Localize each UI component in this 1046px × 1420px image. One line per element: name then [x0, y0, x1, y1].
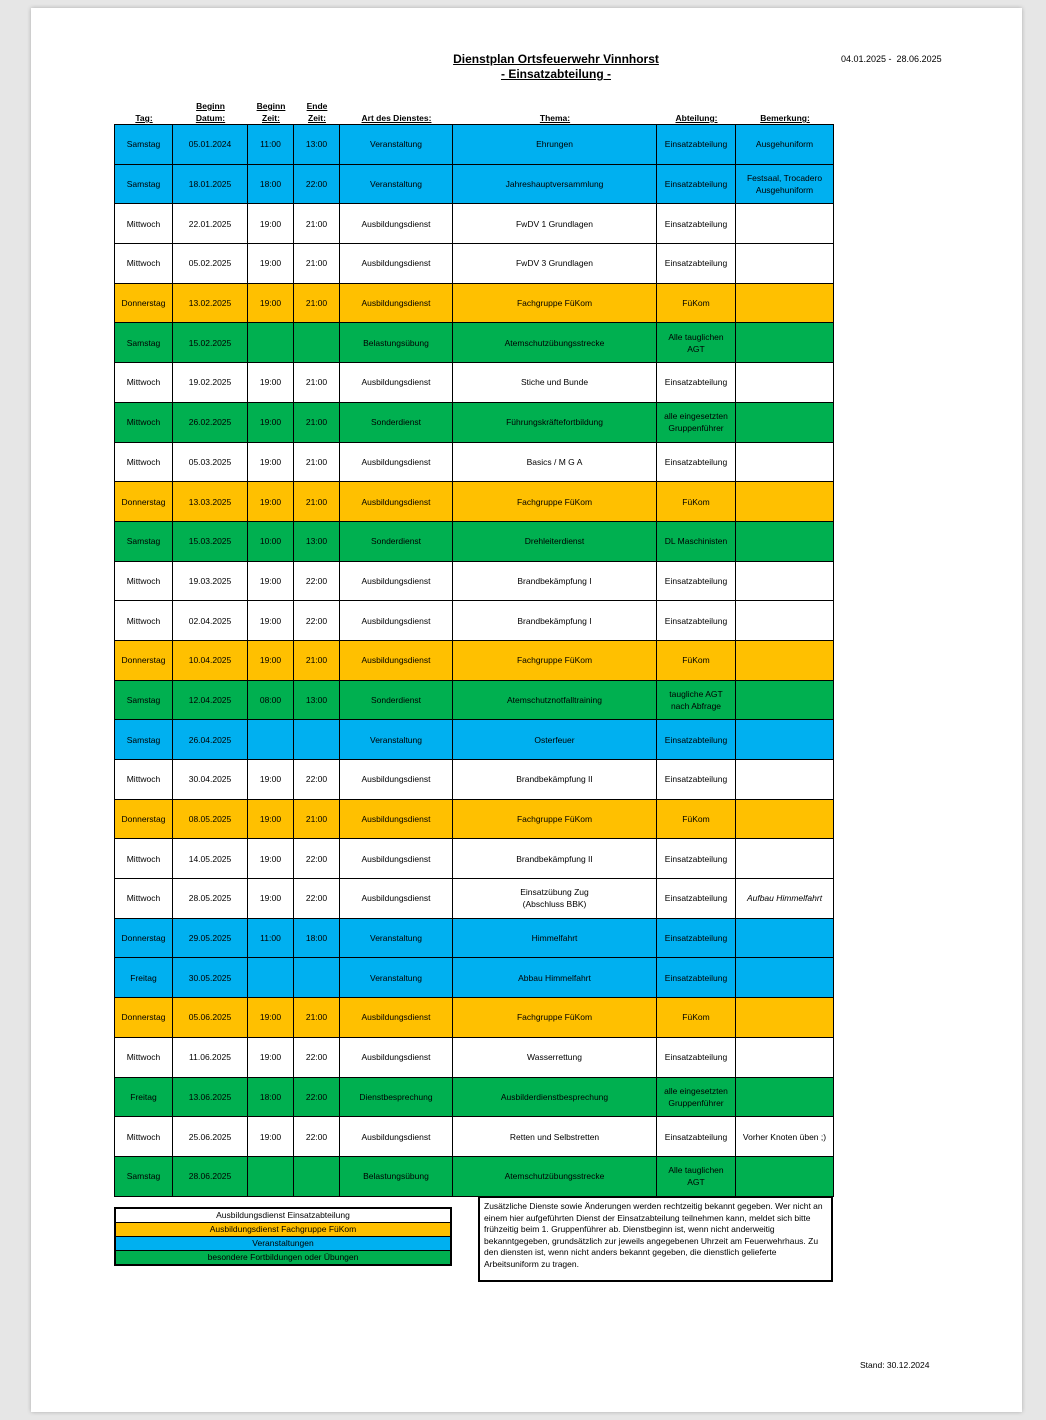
cell-beginn: 19:00 [248, 283, 294, 323]
cell-datum: 19.02.2025 [173, 363, 248, 403]
cell-ende: 21:00 [294, 640, 340, 680]
cell-art: Ausbildungsdienst [340, 482, 453, 522]
cell-abteilung: FüKom [657, 799, 736, 839]
cell-abteilung: Einsatzabteilung [657, 879, 736, 919]
cell-bemerkung [736, 521, 834, 561]
cell-abteilung: Einsatzabteilung [657, 1117, 736, 1157]
cell-art: Ausbildungsdienst [340, 799, 453, 839]
cell-thema: Atemschutzübungsstrecke [453, 1156, 657, 1196]
table-row [115, 998, 834, 1038]
cell-abteilung: Einsatzabteilung [657, 204, 736, 244]
table-row [115, 760, 834, 800]
table-row [115, 244, 834, 284]
cell-beginn: 19:00 [248, 839, 294, 879]
table-row [115, 323, 834, 363]
cell-abteilung: taugliche AGT nach Abfrage [657, 680, 736, 720]
cell-thema: Abbau Himmelfahrt [453, 958, 657, 998]
cell-tag: Mittwoch [115, 1117, 173, 1157]
table-row [115, 442, 834, 482]
cell-thema: Brandbekämpfung II [453, 839, 657, 879]
legend-item-orange: Ausbildungsdienst Fachgruppe FüKom [116, 1223, 450, 1237]
cell-thema: Jahreshauptversammlung [453, 164, 657, 204]
cell-art: Sonderdienst [340, 402, 453, 442]
cell-bemerkung [736, 204, 834, 244]
cell-ende: 18:00 [294, 918, 340, 958]
cell-art: Ausbildungsdienst [340, 442, 453, 482]
cell-ende: 13:00 [294, 521, 340, 561]
cell-art: Ausbildungsdienst [340, 839, 453, 879]
cell-art: Belastungsübung [340, 323, 453, 363]
legend-item-blue: Veranstaltungen [116, 1237, 450, 1251]
cell-datum: 10.04.2025 [173, 640, 248, 680]
cell-bemerkung [736, 244, 834, 284]
cell-abteilung: Einsatzabteilung [657, 839, 736, 879]
cell-ende [294, 323, 340, 363]
cell-ende: 22:00 [294, 601, 340, 641]
cell-art: Dienstbesprechung [340, 1077, 453, 1117]
cell-tag: Freitag [115, 958, 173, 998]
cell-datum: 28.05.2025 [173, 879, 248, 919]
cell-ende: 21:00 [294, 204, 340, 244]
cell-tag: Mittwoch [115, 363, 173, 403]
cell-tag: Donnerstag [115, 998, 173, 1038]
table-row [115, 125, 834, 165]
table-row [115, 958, 834, 998]
cell-thema: FwDV 3 Grundlagen [453, 244, 657, 284]
cell-thema: Retten und Selbstretten [453, 1117, 657, 1157]
cell-datum: 15.02.2025 [173, 323, 248, 363]
column-header-datum: Beginn Datum: [195, 101, 226, 123]
cell-art: Ausbildungsdienst [340, 244, 453, 284]
table-row [115, 918, 834, 958]
cell-datum: 19.03.2025 [173, 561, 248, 601]
cell-beginn: 19:00 [248, 363, 294, 403]
cell-art: Belastungsübung [340, 1156, 453, 1196]
cell-thema: Osterfeuer [453, 720, 657, 760]
cell-art: Ausbildungsdienst [340, 601, 453, 641]
cell-art: Sonderdienst [340, 680, 453, 720]
cell-abteilung: Einsatzabteilung [657, 958, 736, 998]
cell-bemerkung [736, 760, 834, 800]
cell-datum: 13.03.2025 [173, 482, 248, 522]
cell-ende: 21:00 [294, 244, 340, 284]
cell-beginn: 19:00 [248, 442, 294, 482]
cell-beginn: 19:00 [248, 640, 294, 680]
table-row [115, 1077, 834, 1117]
cell-tag: Mittwoch [115, 402, 173, 442]
cell-ende: 13:00 [294, 125, 340, 165]
cell-ende: 22:00 [294, 1117, 340, 1157]
document-title [431, 52, 681, 82]
table-row [115, 482, 834, 522]
cell-ende: 21:00 [294, 998, 340, 1038]
cell-art: Ausbildungsdienst [340, 363, 453, 403]
cell-thema: Drehleiterdienst [453, 521, 657, 561]
cell-bemerkung [736, 799, 834, 839]
cell-abteilung: Einsatzabteilung [657, 918, 736, 958]
cell-beginn: 19:00 [248, 799, 294, 839]
cell-beginn: 18:00 [248, 164, 294, 204]
cell-beginn: 19:00 [248, 1117, 294, 1157]
table-row [115, 640, 834, 680]
cell-bemerkung [736, 839, 834, 879]
cell-ende [294, 720, 340, 760]
cell-ende: 21:00 [294, 482, 340, 522]
table-row [115, 204, 834, 244]
cell-art: Ausbildungsdienst [340, 760, 453, 800]
table-row [115, 1117, 834, 1157]
cell-bemerkung [736, 283, 834, 323]
cell-bemerkung [736, 680, 834, 720]
cell-tag: Samstag [115, 323, 173, 363]
cell-ende [294, 958, 340, 998]
cell-thema: Fachgruppe FüKom [453, 640, 657, 680]
cell-ende [294, 1156, 340, 1196]
cell-datum: 02.04.2025 [173, 601, 248, 641]
cell-beginn: 18:00 [248, 1077, 294, 1117]
cell-tag: Donnerstag [115, 640, 173, 680]
cell-bemerkung [736, 998, 834, 1038]
cell-art: Ausbildungsdienst [340, 879, 453, 919]
cell-abteilung: Einsatzabteilung [657, 442, 736, 482]
cell-tag: Samstag [115, 680, 173, 720]
cell-abteilung: Einsatzabteilung [657, 244, 736, 284]
cell-thema: Ehrungen [453, 125, 657, 165]
cell-tag: Samstag [115, 125, 173, 165]
cell-bemerkung [736, 640, 834, 680]
table-row [115, 363, 834, 403]
cell-thema: Wasserrettung [453, 1037, 657, 1077]
cell-tag: Samstag [115, 1156, 173, 1196]
cell-abteilung: Alle tauglichen AGT [657, 323, 736, 363]
cell-tag: Samstag [115, 164, 173, 204]
cell-datum: 30.05.2025 [173, 958, 248, 998]
cell-art: Veranstaltung [340, 125, 453, 165]
cell-thema: Stiche und Bunde [453, 363, 657, 403]
cell-beginn: 19:00 [248, 998, 294, 1038]
cell-thema: Fachgruppe FüKom [453, 482, 657, 522]
cell-tag: Mittwoch [115, 1037, 173, 1077]
cell-art: Ausbildungsdienst [340, 640, 453, 680]
cell-thema: Atemschutzübungsstrecke [453, 323, 657, 363]
cell-beginn: 19:00 [248, 879, 294, 919]
cell-art: Ausbildungsdienst [340, 283, 453, 323]
column-header-art: Art des Dienstes: [361, 113, 432, 123]
cell-ende: 22:00 [294, 879, 340, 919]
cell-abteilung: FüKom [657, 283, 736, 323]
cell-bemerkung [736, 482, 834, 522]
date-range: 04.01.2025 - 28.06.2025 [841, 54, 942, 64]
column-header-beginn: Beginn Zeit: [256, 101, 286, 123]
cell-thema: Basics / M G A [453, 442, 657, 482]
cell-beginn: 11:00 [248, 918, 294, 958]
cell-ende: 21:00 [294, 799, 340, 839]
column-header-bemerkung: Bemerkung: [760, 113, 810, 123]
cell-abteilung: Einsatzabteilung [657, 720, 736, 760]
cell-abteilung: Einsatzabteilung [657, 561, 736, 601]
cell-thema: Führungskräftefortbildung [453, 402, 657, 442]
cell-beginn: 10:00 [248, 521, 294, 561]
cell-thema: Atemschutznotfalltraining [453, 680, 657, 720]
cell-tag: Mittwoch [115, 244, 173, 284]
cell-abteilung: Einsatzabteilung [657, 601, 736, 641]
cell-art: Ausbildungsdienst [340, 998, 453, 1038]
cell-tag: Samstag [115, 521, 173, 561]
cell-beginn: 19:00 [248, 482, 294, 522]
cell-datum: 14.05.2025 [173, 839, 248, 879]
cell-ende: 22:00 [294, 561, 340, 601]
cell-bemerkung [736, 561, 834, 601]
cell-datum: 28.06.2025 [173, 1156, 248, 1196]
column-header-thema: Thema: [539, 113, 571, 123]
cell-beginn [248, 1156, 294, 1196]
cell-tag: Mittwoch [115, 601, 173, 641]
cell-beginn: 19:00 [248, 402, 294, 442]
cell-ende: 21:00 [294, 402, 340, 442]
cell-thema: Brandbekämpfung I [453, 601, 657, 641]
notes-box: Zusätzliche Dienste sowie Änderungen werden rechtzeitig bekannt gegeben. Wer nicht an einem hier aufgeführten Dienst der Einsatzabteilung teilnehmen kann, meldet sich bitte frühzeitig beim 1. Gruppenführer ab. Dienstbeginn ist, wenn nicht anderweitig bekanntgegeben, grundsätzlich zur jeweils angegebenen Uhrzeit am Feuerwehrhaus. Zu den diensten ist, wenn nicht anders bekannt gegeben, die dienstlich gelieferte Arbeitsuniform zu tragen. [478, 1196, 833, 1282]
cell-tag: Donnerstag [115, 482, 173, 522]
cell-art: Ausbildungsdienst [340, 204, 453, 244]
legend-item-white: Ausbildungsdienst Einsatzabteilung [116, 1209, 450, 1223]
cell-beginn: 19:00 [248, 760, 294, 800]
cell-ende: 22:00 [294, 1077, 340, 1117]
cell-tag: Freitag [115, 1077, 173, 1117]
cell-bemerkung: Festsaal, Trocadero Ausgehuniform [736, 164, 834, 204]
legend-item-green: besondere Fortbildungen oder Übungen [116, 1251, 450, 1264]
cell-tag: Mittwoch [115, 879, 173, 919]
cell-tag: Donnerstag [115, 918, 173, 958]
cell-datum: 13.02.2025 [173, 283, 248, 323]
cell-beginn: 11:00 [248, 125, 294, 165]
color-legend [114, 1207, 452, 1266]
cell-ende: 22:00 [294, 839, 340, 879]
cell-datum: 26.04.2025 [173, 720, 248, 760]
cell-ende: 22:00 [294, 164, 340, 204]
table-row [115, 521, 834, 561]
cell-art: Ausbildungsdienst [340, 1037, 453, 1077]
cell-thema: Einsatzübung Zug (Abschluss BBK) [453, 879, 657, 919]
cell-beginn [248, 323, 294, 363]
cell-abteilung: Einsatzabteilung [657, 760, 736, 800]
cell-beginn: 19:00 [248, 204, 294, 244]
cell-tag: Mittwoch [115, 204, 173, 244]
cell-bemerkung [736, 1037, 834, 1077]
cell-thema: Ausbilderdienstbesprechung [453, 1077, 657, 1117]
column-header-tag: Tag: [135, 113, 153, 123]
table-row [115, 680, 834, 720]
cell-bemerkung: Aufbau Himmelfahrt [736, 879, 834, 919]
cell-datum: 18.01.2025 [173, 164, 248, 204]
cell-art: Veranstaltung [340, 918, 453, 958]
table-row [115, 879, 834, 919]
cell-beginn [248, 958, 294, 998]
cell-thema: Brandbekämpfung II [453, 760, 657, 800]
cell-ende: 21:00 [294, 363, 340, 403]
cell-thema: Fachgruppe FüKom [453, 998, 657, 1038]
cell-art: Ausbildungsdienst [340, 1117, 453, 1157]
cell-datum: 05.06.2025 [173, 998, 248, 1038]
cell-datum: 08.05.2025 [173, 799, 248, 839]
cell-abteilung: FüKom [657, 998, 736, 1038]
cell-beginn [248, 720, 294, 760]
cell-tag: Mittwoch [115, 760, 173, 800]
cell-abteilung: alle eingesetzten Gruppenführer [657, 1077, 736, 1117]
cell-datum: 15.03.2025 [173, 521, 248, 561]
cell-datum: 22.01.2025 [173, 204, 248, 244]
cell-art: Veranstaltung [340, 958, 453, 998]
cell-art: Ausbildungsdienst [340, 561, 453, 601]
cell-abteilung: Einsatzabteilung [657, 1037, 736, 1077]
cell-ende: 21:00 [294, 283, 340, 323]
cell-abteilung: Einsatzabteilung [657, 164, 736, 204]
cell-abteilung: FüKom [657, 640, 736, 680]
cell-bemerkung [736, 1156, 834, 1196]
cell-bemerkung [736, 918, 834, 958]
cell-thema: Brandbekämpfung I [453, 561, 657, 601]
cell-art: Sonderdienst [340, 521, 453, 561]
cell-bemerkung [736, 720, 834, 760]
cell-beginn: 19:00 [248, 1037, 294, 1077]
stand-date: Stand: 30.12.2024 [860, 1360, 930, 1370]
table-row [115, 1037, 834, 1077]
cell-datum: 05.02.2025 [173, 244, 248, 284]
table-row [115, 561, 834, 601]
cell-tag: Donnerstag [115, 283, 173, 323]
column-header-ende: Ende Zeit: [306, 101, 328, 123]
cell-ende: 21:00 [294, 442, 340, 482]
cell-ende: 22:00 [294, 1037, 340, 1077]
cell-abteilung: Einsatzabteilung [657, 125, 736, 165]
cell-tag: Mittwoch [115, 561, 173, 601]
cell-beginn: 08:00 [248, 680, 294, 720]
cell-tag: Donnerstag [115, 799, 173, 839]
cell-datum: 30.04.2025 [173, 760, 248, 800]
cell-datum: 05.01.2024 [173, 125, 248, 165]
cell-bemerkung: Vorher Knoten üben ;) [736, 1117, 834, 1157]
cell-bemerkung: Ausgehuniform [736, 125, 834, 165]
cell-thema: Fachgruppe FüKom [453, 799, 657, 839]
cell-bemerkung [736, 323, 834, 363]
table-row [115, 1156, 834, 1196]
cell-bemerkung [736, 1077, 834, 1117]
cell-datum: 26.02.2025 [173, 402, 248, 442]
cell-thema: FwDV 1 Grundlagen [453, 204, 657, 244]
cell-datum: 11.06.2025 [173, 1037, 248, 1077]
table-row [115, 164, 834, 204]
cell-abteilung: FüKom [657, 482, 736, 522]
cell-abteilung: DL Maschinisten [657, 521, 736, 561]
title-line-1: Dienstplan Ortsfeuerwehr Vinnhorst [453, 52, 659, 66]
column-header-abteilung: Abteilung: [675, 113, 718, 123]
cell-bemerkung [736, 958, 834, 998]
table-row [115, 402, 834, 442]
cell-abteilung: alle eingesetzten Gruppenführer [657, 402, 736, 442]
cell-tag: Samstag [115, 720, 173, 760]
cell-abteilung: Alle tauglichen AGT [657, 1156, 736, 1196]
cell-thema: Fachgruppe FüKom [453, 283, 657, 323]
cell-tag: Mittwoch [115, 839, 173, 879]
cell-ende: 13:00 [294, 680, 340, 720]
cell-datum: 12.04.2025 [173, 680, 248, 720]
cell-beginn: 19:00 [248, 601, 294, 641]
cell-beginn: 19:00 [248, 561, 294, 601]
cell-tag: Mittwoch [115, 442, 173, 482]
table-row [115, 799, 834, 839]
cell-art: Veranstaltung [340, 720, 453, 760]
duty-plan-table [114, 124, 834, 1197]
cell-beginn: 19:00 [248, 244, 294, 284]
cell-bemerkung [736, 402, 834, 442]
cell-bemerkung [736, 442, 834, 482]
cell-datum: 29.05.2025 [173, 918, 248, 958]
cell-bemerkung [736, 363, 834, 403]
table-row [115, 601, 834, 641]
cell-art: Veranstaltung [340, 164, 453, 204]
cell-datum: 05.03.2025 [173, 442, 248, 482]
title-line-2: - Einsatzabteilung - [500, 67, 611, 81]
cell-datum: 25.06.2025 [173, 1117, 248, 1157]
cell-ende: 22:00 [294, 760, 340, 800]
table-row [115, 720, 834, 760]
table-row [115, 283, 834, 323]
table-header-row [115, 98, 834, 124]
cell-thema: Himmelfahrt [453, 918, 657, 958]
cell-datum: 13.06.2025 [173, 1077, 248, 1117]
table-row [115, 839, 834, 879]
cell-bemerkung [736, 601, 834, 641]
cell-abteilung: Einsatzabteilung [657, 363, 736, 403]
